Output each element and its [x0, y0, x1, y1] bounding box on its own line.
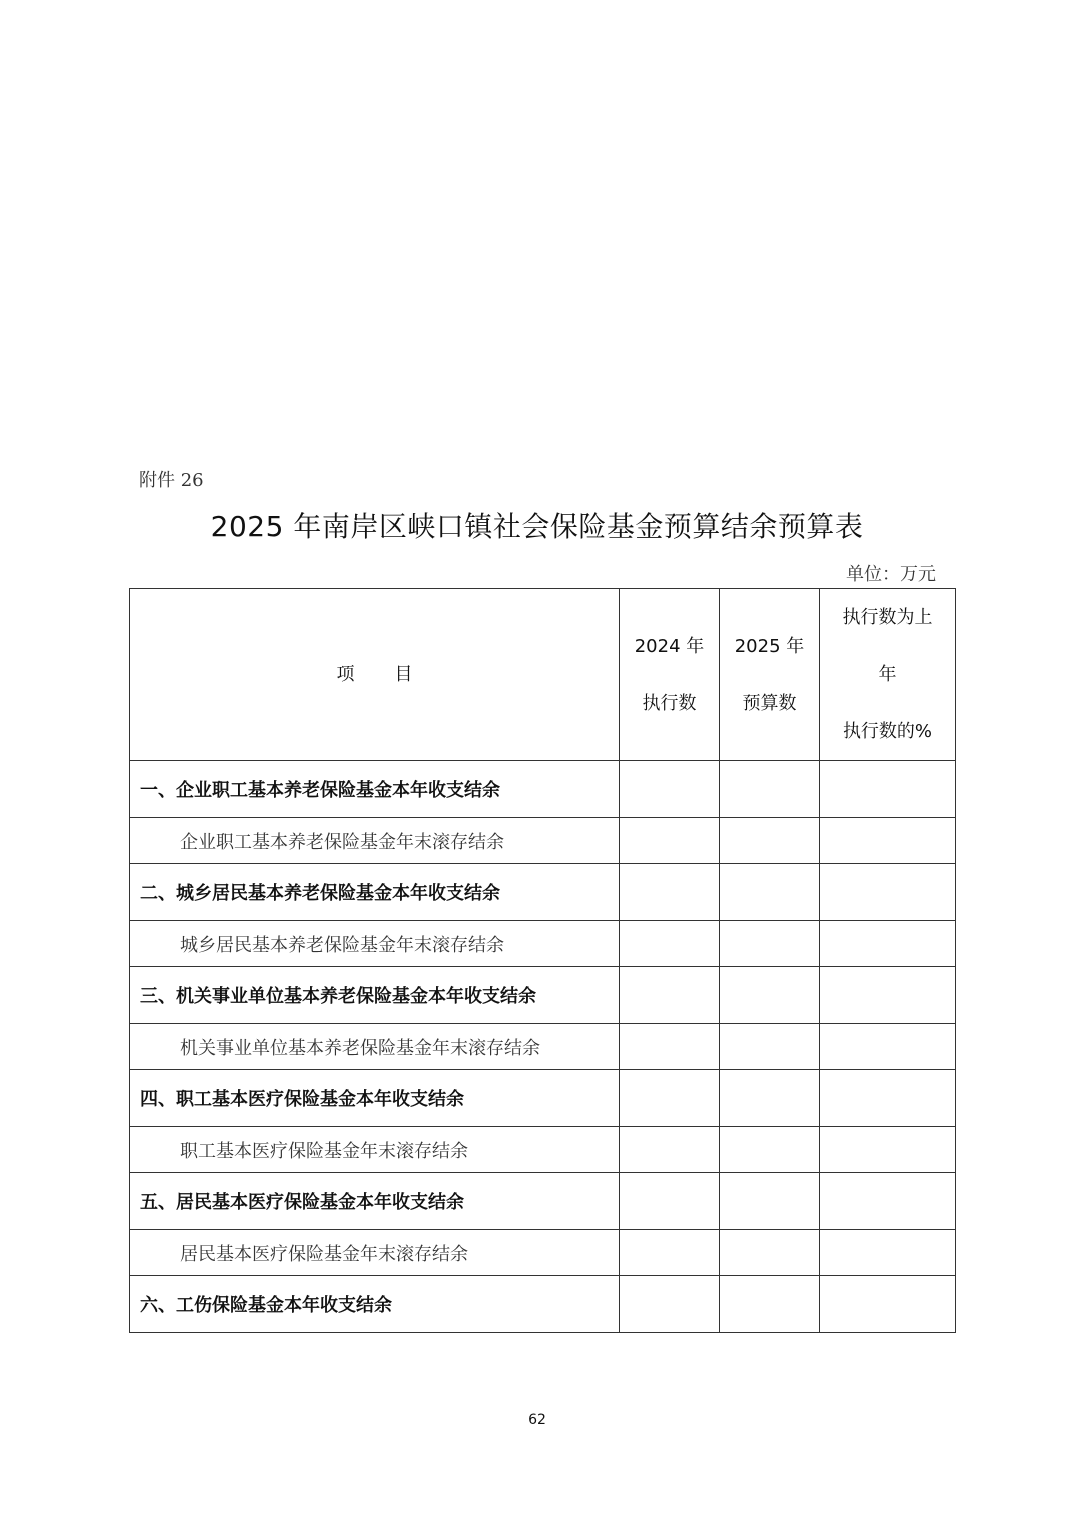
header-percent [820, 589, 956, 761]
cell-2025 [720, 1127, 820, 1173]
row-label: 居民基本医疗保险基金年末滚存结余 [130, 1230, 620, 1276]
header-percent-line3: 执行数的% [842, 721, 933, 742]
unit-label: 单位：万元 [846, 564, 936, 585]
cell-2024 [620, 1276, 720, 1333]
cell-percent [820, 1024, 956, 1070]
header-item [130, 589, 620, 761]
cell-2025 [720, 761, 820, 818]
cell-percent [820, 818, 956, 864]
header-2025-label: 预算数 [742, 692, 797, 714]
cell-2025 [720, 1230, 820, 1276]
cell-2025 [720, 1276, 820, 1333]
cell-percent [820, 921, 956, 967]
cell-percent [820, 1230, 956, 1276]
cell-2024 [620, 967, 720, 1024]
cell-percent [820, 761, 956, 818]
cell-2024 [620, 1024, 720, 1070]
cell-2024 [620, 1230, 720, 1276]
table-row [130, 1070, 956, 1127]
cell-2025 [720, 967, 820, 1024]
table-row [130, 921, 956, 967]
cell-2024 [620, 1070, 720, 1127]
table-row [130, 864, 956, 921]
page-title: 2025 年南岸区峡口镇社会保险基金预算结余预算表 [210, 510, 864, 543]
cell-2024 [620, 818, 720, 864]
table-row [130, 818, 956, 864]
table-row [130, 1024, 956, 1070]
header-item-a: 项 [336, 664, 355, 685]
cell-2024 [620, 864, 720, 921]
row-label: 二、城乡居民基本养老保险基金本年收支结余 [130, 864, 620, 921]
cell-2024 [620, 921, 720, 967]
header-item-b: 目 [394, 664, 413, 685]
table-header-row [130, 589, 956, 761]
attachment-label: 附件 26 [139, 470, 204, 491]
cell-2025 [720, 1024, 820, 1070]
cell-percent [820, 1276, 956, 1333]
page-number: 62 [528, 1412, 546, 1428]
table-row [130, 1173, 956, 1230]
cell-2025 [720, 1070, 820, 1127]
row-label: 六、工伤保险基金本年收支结余 [130, 1276, 620, 1333]
cell-2025 [720, 818, 820, 864]
cell-2025 [720, 921, 820, 967]
budget-table [129, 588, 956, 1333]
table-row [130, 967, 956, 1024]
header-percent-line2: 年 [878, 664, 897, 685]
header-2024-year: 2024 年 [634, 635, 705, 657]
row-label: 企业职工基本养老保险基金年末滚存结余 [130, 818, 620, 864]
row-label: 城乡居民基本养老保险基金年末滚存结余 [130, 921, 620, 967]
row-label: 四、职工基本医疗保险基金本年收支结余 [130, 1070, 620, 1127]
row-label: 机关事业单位基本养老保险基金年末滚存结余 [130, 1024, 620, 1070]
header-percent-line1: 执行数为上 [842, 607, 933, 628]
cell-percent [820, 1173, 956, 1230]
cell-2025 [720, 864, 820, 921]
cell-percent [820, 864, 956, 921]
table-row [130, 1230, 956, 1276]
header-2025 [720, 589, 820, 761]
cell-2024 [620, 1127, 720, 1173]
table-row [130, 1127, 956, 1173]
table-row [130, 761, 956, 818]
row-label: 五、居民基本医疗保险基金本年收支结余 [130, 1173, 620, 1230]
cell-2025 [720, 1173, 820, 1230]
row-label: 职工基本医疗保险基金年末滚存结余 [130, 1127, 620, 1173]
header-2024-label: 执行数 [642, 692, 697, 714]
row-label: 三、机关事业单位基本养老保险基金本年收支结余 [130, 967, 620, 1024]
cell-2024 [620, 1173, 720, 1230]
cell-percent [820, 967, 956, 1024]
row-label: 一、企业职工基本养老保险基金本年收支结余 [130, 761, 620, 818]
cell-percent [820, 1070, 956, 1127]
table-row [130, 1276, 956, 1333]
cell-percent [820, 1127, 956, 1173]
header-2024 [620, 589, 720, 761]
cell-2024 [620, 761, 720, 818]
header-2025-year: 2025 年 [734, 635, 805, 657]
